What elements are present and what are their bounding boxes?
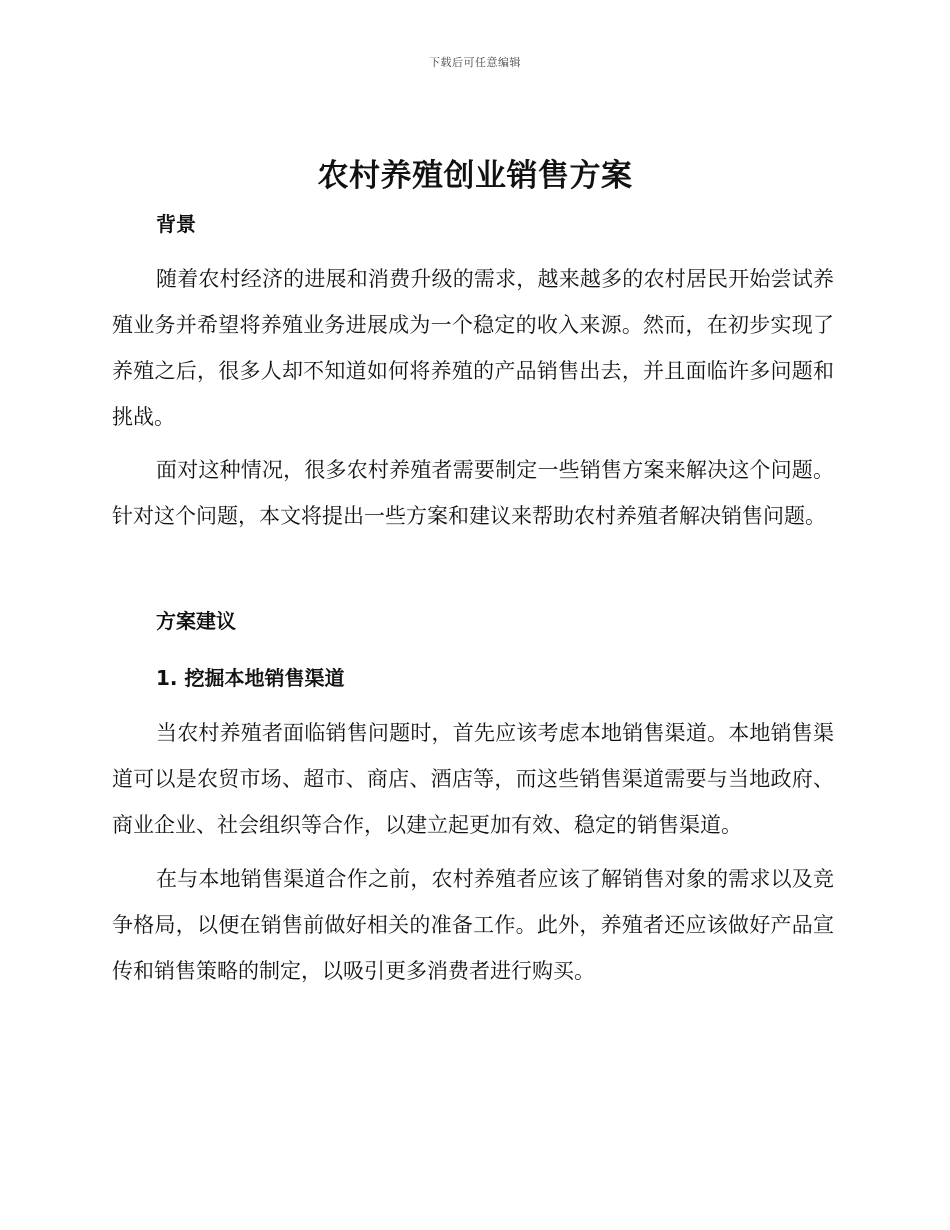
header-note: 下载后可任意编辑 <box>429 56 521 69</box>
paragraph-background-1: 随着农村经济的进展和消费升级的需求，越来越多的农村居民开始尝试养殖业务并希望将养殖业务进展成为一个稳定的收入来源。然而，在初步实现了养殖之后，很多人却不知道如何将养殖的产品销售出去，并且面临许多问题和挑战。 <box>112 267 834 429</box>
subheading-local-channels: 1. 挖掘本地销售渠道 <box>156 666 345 690</box>
section-heading-background: 背景 <box>156 212 196 236</box>
paragraph-local-channels-2: 在与本地销售渠道合作之前，农村养殖者应该了解销售对象的需求以及竞争格局，以便在销售前做好相关的准备工作。此外，养殖者还应该做好产品宣传和销售策略的制定，以吸引更多消费者进行购买。 <box>112 867 834 983</box>
section-heading-proposal: 方案建议 <box>156 609 236 633</box>
document-title: 农村养殖创业销售方案 <box>317 158 633 194</box>
paragraph-local-channels-1: 当农村养殖者面临销售问题时，首先应该考虑本地销售渠道。本地销售渠道可以是农贸市场、超市、商店、酒店等，而这些销售渠道需要与当地政府、商业企业、社会组织等合作，以建立起更加有效、稳定的销售渠道。 <box>112 721 834 837</box>
paragraph-background-2: 面对这种情况，很多农村养殖者需要制定一些销售方案来解决这个问题。针对这个问题，本文将提出一些方案和建议来帮助农村养殖者解决销售问题。 <box>112 458 834 528</box>
